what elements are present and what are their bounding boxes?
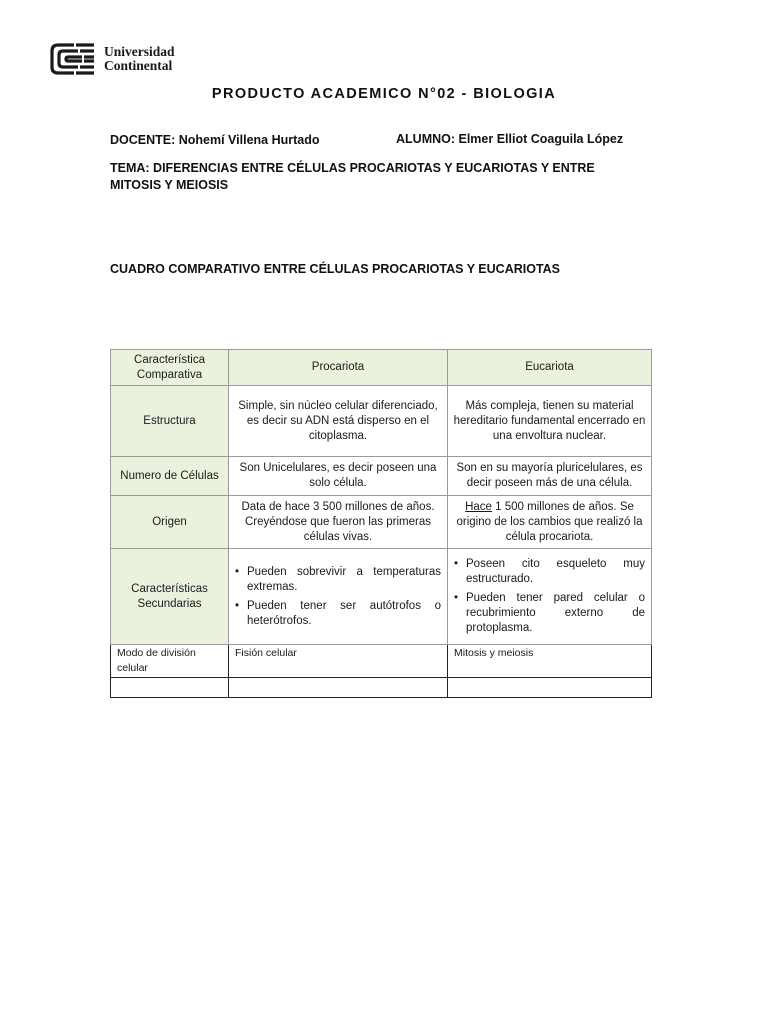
student-line: ALUMNO: Elmer Elliot Coaguila López [396,132,624,146]
table-row-empty [111,678,652,698]
list-item: • Poseen cito esqueleto muy estructurado. [466,557,645,587]
logo-line2: Continental [104,58,173,73]
row-label: Estructura [111,386,229,457]
table-cell [229,678,448,698]
teacher-line: DOCENTE: Nohemí Villena Hurtado [110,133,320,147]
table-cell: Mitosis y meiosis [448,645,652,678]
table-cell [111,678,229,698]
row-label: Características Secundarias [111,549,229,645]
bullet-list [452,557,645,636]
table-cell: Son Unicelulares, es decir poseen una solo célula. [229,457,448,496]
row-label: Origen [111,496,229,549]
table-cell [229,549,448,645]
table-cell: Son en su mayoría pluricelulares, es decir poseen más de una célula. [448,457,652,496]
table-cell [448,549,652,645]
table-row-cell-count [111,457,652,496]
list-item: • Pueden tener ser autótrofos o heterótrofos. [247,599,441,629]
table-row-division-mode [111,645,652,678]
table-cell [448,496,652,549]
table-cell [448,678,652,698]
table-cell-text: 1 500 millones de años. Se origino de los cambios que realizó la célula procariota. [456,500,643,543]
table-row-origin [111,496,652,549]
list-item: • Pueden tener pared celular o recubrimiento externo de protoplasma. [466,591,645,636]
logo-line1: Universidad [104,44,175,59]
table-cell: Fisión celular [229,645,448,678]
continental-logo-icon [48,41,98,77]
table-row-secondary [111,549,652,645]
document-title: PRODUCTO ACADEMICO N°02 - BIOLOGIA [211,86,557,102]
bullet-list [233,565,441,629]
underlined-word: Hace [465,500,492,513]
table-row-structure [111,386,652,457]
list-item: • Pueden sobrevivir a temperaturas extremas. [247,565,441,595]
table-cell: Más compleja, tienen su material hereditario fundamental encerrado en una envoltura nuclear. [448,386,652,457]
row-label: Numero de Células [111,457,229,496]
topic-line: TEMA: DIFERENCIAS ENTRE CÉLULAS PROCARIOTAS Y EUCARIOTAS Y ENTRE MITOSIS Y MEIOSIS [110,161,595,192]
row-label: Modo de división celular [111,645,229,678]
table-cell: Simple, sin núcleo celular diferenciado, es decir su ADN está disperso en el citoplasma. [229,386,448,457]
comparison-table [110,349,652,698]
header-cell-eukaryote: Eucariota [448,350,652,386]
table-header-row [111,350,652,386]
university-logo [48,41,175,77]
header-cell-characteristic: Característica Comparativa [111,350,229,386]
table-cell: Data de hace 3 500 millones de años. Creyéndose que fueron las primeras células vivas. [229,496,448,549]
header-cell-prokaryote: Procariota [229,350,448,386]
section-title: CUADRO COMPARATIVO ENTRE CÉLULAS PROCARIOTAS Y EUCARIOTAS [110,262,561,276]
